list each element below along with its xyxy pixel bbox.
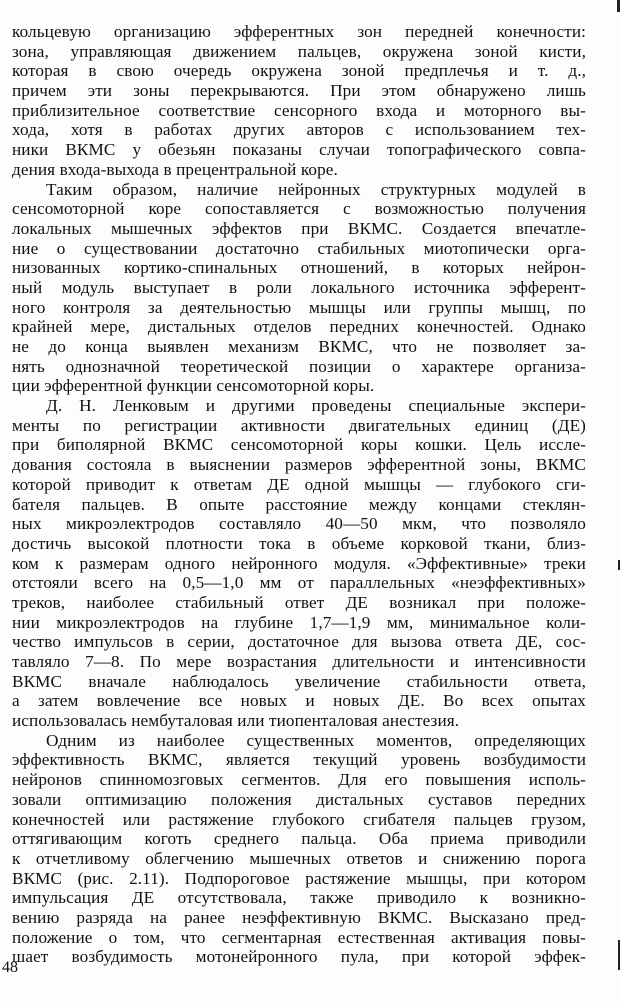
text-line: оттягивающим коготь среднего пальца. Оба приема приводили [12, 829, 586, 849]
text-line: кольцевую организацию эфферентных зон передней конечности: [12, 22, 586, 41]
text-line: нии микроэлектродов на глубине 1,7—1,9 мм, минимальное коли- [12, 612, 586, 632]
text-line: шает возбудимость мотонейронного пула, при которой эффек- [12, 947, 586, 967]
text-line: ВКМС вначале наблюдалось увеличение стабильности ответа, [12, 671, 586, 691]
text-line: ного контроля за деятельностью мышцы или группы мышц, по [12, 297, 586, 317]
text-line: ники ВКМС у обезьян показаны случаи топографического совпа- [12, 140, 586, 160]
text-line: конечностей или растяжение глубокого сгибателя пальцев грузом, [12, 809, 586, 829]
text-line: дования состояла в выяснении размеров эфферентной зоны, ВКМС [12, 455, 586, 475]
text-line: ный модуль выступает в роли локального источника эфферент- [12, 277, 586, 297]
paragraph-first-line: Д. Н. Ленковым и другими проведены специальные экспери- [46, 396, 586, 416]
text-line: отстояли всего на 0,5—1,0 мм от параллельных «неэффективных» [12, 573, 586, 593]
text-line: локальных мышечных эффектов при ВКМС. Создается впечатле- [12, 218, 586, 238]
text-line: крайней мере, дистальных отделов передних конечностей. Однако [12, 317, 586, 337]
text-line: при биполярной ВКМС сенсомоторной коры кошки. Цель иссле- [12, 435, 586, 455]
text-line: дения входа-выхода в прецентральной коре. [12, 159, 338, 179]
paragraph-first-line: Таким образом, наличие нейронных структурных модулей в [46, 179, 586, 199]
text-line: которая в свою очередь окружена зоной предплечья и т. д., [12, 61, 586, 81]
text-line: хода, хотя в работах других авторов с использованием тех- [12, 120, 586, 140]
text-line: к отчетливому облегчению мышечных ответов и снижению порога [12, 848, 586, 868]
text-line: которой приводит к ответам ДЕ одной мышцы — глубокого сги- [12, 474, 586, 494]
text-line: ных микроэлектродов составляло 40—50 мкм, что позволяло [12, 514, 586, 534]
text-line: менты по регистрации активности двигательных единиц (ДЕ) [12, 415, 586, 435]
text-line: нять однозначной теоретической позиции о характере организа- [12, 356, 586, 376]
text-line: использовалась нембуталовая или тиопенталовая анестезия. [12, 711, 460, 731]
text-line: тавляло 7—8. По мере возрастания длительности и интенсивности [12, 652, 586, 671]
text-line: низованных кортико-спинальных отношений, в которых нейрон- [12, 258, 586, 278]
paragraph-first-line: Одним из наиболее существенных моментов, определяющих [46, 730, 586, 750]
text-line: зовали оптимизацию положения дистальных суставов передних [12, 789, 586, 809]
text-line: ции эфферентной функции сенсомоторной коры. [12, 376, 375, 396]
text-line: чество импульсов в серии, достаточное для вызова ответа ДЕ, сос- [12, 632, 586, 652]
text-line: ние о существовании достаточно стабильных миотопически орга- [12, 238, 586, 258]
text-line: приблизительное соответствие сенсорного входа и моторного вы- [12, 100, 586, 120]
text-line: ком к размерам одного нейронного модуля. «Эффективные» треки [12, 553, 586, 573]
text-line: положение о том, что сегментарная естественная активация повы- [12, 927, 586, 947]
text-line: а затем вовлечение все новых и новых ДЕ. Во всех опытах [12, 691, 586, 711]
text-line: вению разряда на ранее неэффективную ВКМС. Высказано пред- [12, 907, 586, 927]
text-line: бателя пальцев. В опыте расстояние между концами стеклян- [12, 494, 586, 514]
text-line: треков, наиболее стабильный ответ ДЕ возникал при положе- [12, 592, 586, 612]
text-line: нейронов спинномозговых сегментов. Для его повышения исполь- [12, 770, 586, 790]
text-line: импульсация ДЕ отсутствовала, также приводило к возникно- [12, 888, 586, 908]
text-line: сенсомоторной коре сопоставляется с возможностью получения [12, 199, 586, 219]
text-line: причем эти зоны перекрываются. При этом обнаружено лишь [12, 81, 586, 101]
text-line: не до конца выявлен механизм ВКМС, что не позволяет за- [12, 337, 586, 356]
text-line: ВКМС (рис. 2.11). Подпороговое растяжение мышцы, при котором [12, 868, 586, 888]
text-line: достичь высокой плотности тока в объеме корковой ткани, близ- [12, 533, 586, 553]
body-text [12, 22, 586, 967]
text-line: зона, управляющая движением пальцев, окружена зоной кисти, [12, 41, 586, 61]
text-line: эффективность ВКМС, является текущий уровень возбудимости [12, 750, 586, 770]
page-number: 48 [2, 959, 18, 976]
